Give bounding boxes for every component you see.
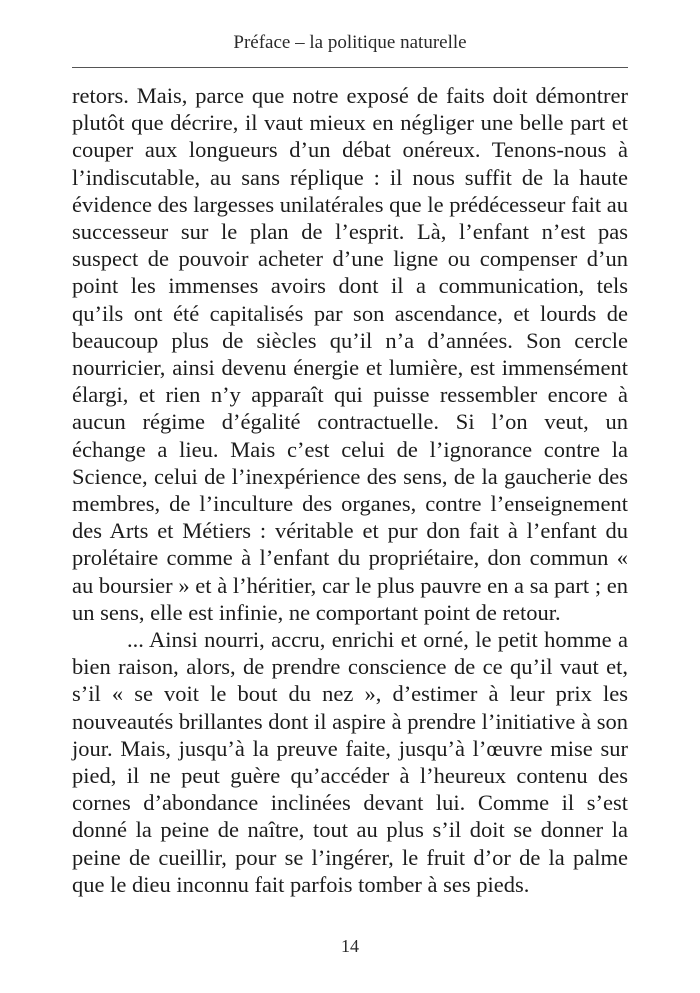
body-text	[72, 82, 628, 898]
paragraph-2: ... Ainsi nourri, accru, enrichi et orné, le petit homme a bien raison, alors, de prendre conscience de ce qu’il vaut et, s’il « se voit le bout du nez », d’estimer à leur prix les nouveautés brillantes dont il aspire à prendre l’initiative à son jour. Mais, jusqu’à la preuve faite, jusqu’à l’œuvre mise sur pied, il ne peut guère qu’accéder à l’heureux contenu des cornes d’abondance inclinées devant lui. Comme il s’est donné la peine de naître, tout au plus s’il doit se donner la peine de cueillir, pour se l’ingérer, le fruit d’or de la palme que le dieu inconnu fait parfois tomber à ses pieds.	[72, 627, 628, 897]
paragraph-1: retors. Mais, parce que notre exposé de faits doit démontrer plutôt que décrire, il vaut mieux en négliger une belle part et couper aux longueurs d’un débat onéreux. Tenons-nous à l’indiscutable, au sans réplique : il nous suffit de la haute évidence des largesses unilatérales que le prédécesseur fait au successeur sur le plan de l’esprit. Là, l’enfant n’est pas suspect de pouvoir acheter d’une ligne ou compenser d’un point les immenses avoirs dont il a communication, tels qu’ils ont été capitalisés par son ascendance, et lourds de beaucoup plus de siècles qu’il n’a d’années. Son cercle nourricier, ainsi devenu énergie et lumière, est immensément élargi, et rien n’y apparaît qui puisse ressembler encore à aucun régime d’égalité contractuelle. Si l’on veut, un échange a lieu. Mais c’est celui de l’ignorance contre la Science, celui de l’inexpérience des sens, de la gaucherie des membres, de l’inculture des organes, contre l’enseignement des Arts et Métiers : véritable et pur don fait à l’enfant du prolétaire comme à l’enfant du propriétaire, don commun « au boursier » et à l’héritier, car le plus pauvre en a sa part ; en un sens, elle est infinie, ne comportant point de retour.	[72, 83, 628, 625]
header-rule	[72, 67, 628, 68]
running-head: Préface – la politique naturelle	[233, 32, 467, 53]
page-number: 14	[341, 936, 359, 956]
